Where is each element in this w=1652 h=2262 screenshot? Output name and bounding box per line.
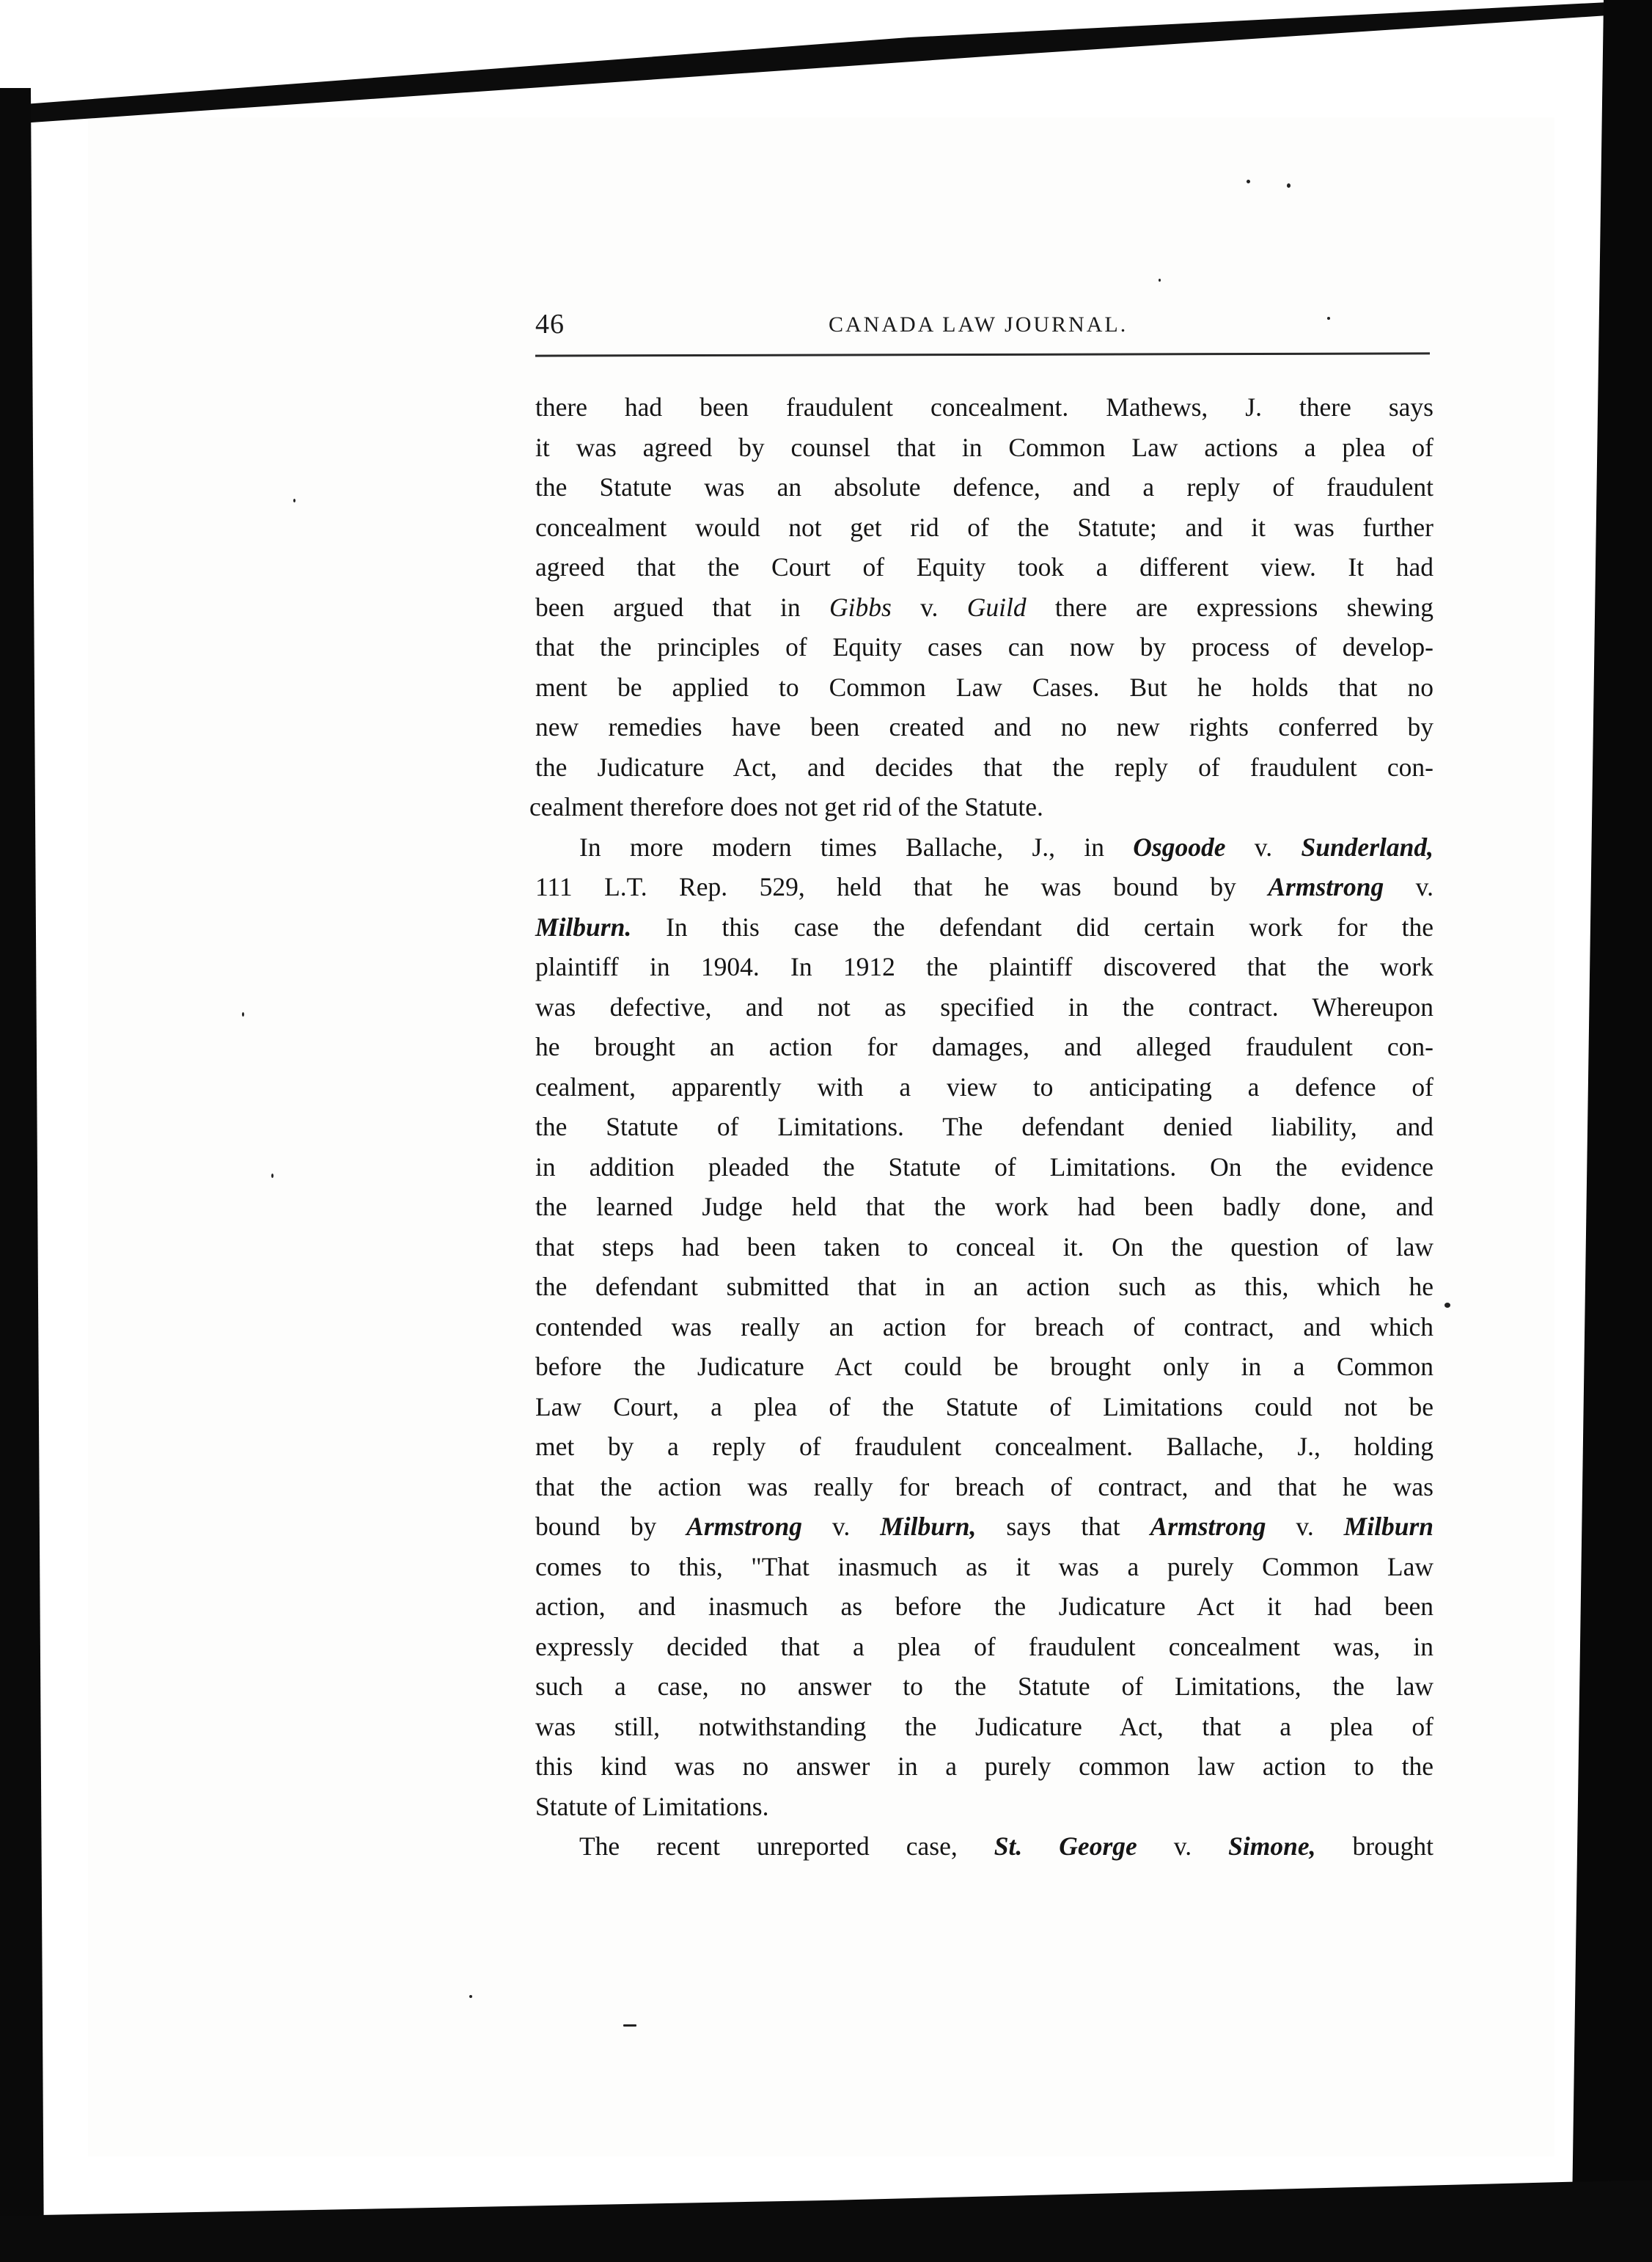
text-line: cealment, apparently with a view to anticipating a defence of [535,1072,1433,1102]
text-run: The recent unreported case, [579,1831,994,1861]
case-name: Milburn [1343,1512,1433,1541]
case-name: St. George [994,1831,1137,1861]
case-name: Sunderland, [1301,832,1433,862]
text-run: says that [976,1512,1150,1541]
text-run: v. [1384,872,1433,901]
page-header [535,308,1430,352]
text-line: there had been fraudulent concealment. Mathews, J. there says [535,392,1433,422]
text-line: it was agreed by counsel that in Common Law actions a plea of [535,432,1433,462]
text-line: that the action was really for breach of contract, and that he was [535,1471,1433,1501]
scan-speck [242,1012,244,1017]
text-run: v. [801,1512,881,1541]
text-line [535,827,1433,868]
running-title: CANADA LAW JOURNAL. [829,312,1128,337]
text-line [535,1507,1433,1547]
text-line: was still, notwithstanding the Judicature Act, that a plea of [535,1711,1433,1741]
text-line: the defendant submitted that in an action such as this, which he [535,1272,1433,1301]
text-line: action, and inasmuch as before the Judicature Act it had been [535,1592,1433,1621]
text-line: met by a reply of fraudulent concealment. Ballache, J., holding [535,1432,1433,1461]
text-line [535,1826,1433,1867]
scan-speck [293,499,295,502]
text-line: cealment therefore does not get rid of the Statute. [529,792,1043,821]
text-run: v. [1137,1831,1229,1861]
scan-speck [469,1995,472,1998]
scan-speck [271,1174,274,1178]
text-run: v. [1266,1512,1344,1541]
text-run: been argued that in [535,592,829,622]
text-line: plaintiff in 1904. In 1912 the plaintiff discovered that the work [535,952,1433,981]
text-line: was defective, and not as specified in the contract. Whereupon [535,992,1433,1022]
text-line: comes to this, "That inasmuch as it was a purely Common Law [535,1551,1433,1581]
text-line [535,867,1433,907]
text-line: new remedies have been created and no new rights conferred by [535,712,1433,742]
text-line: contended was really an action for breach of contract, and which [535,1311,1433,1342]
scan-speck [1159,279,1161,282]
text-run: there are expressions shewing [1026,592,1433,622]
text-line: the Statute was an absolute defence, and a reply of fraudulent [535,472,1433,502]
scan-speck [1247,180,1250,183]
text-line: the learned Judge held that the work had been badly done, and [535,1192,1433,1221]
text-line: agreed that the Court of Equity took a different view. It had [535,552,1433,582]
text-run: In this case the defendant did certain work for the [631,912,1433,942]
text-line: that the principles of Equity cases can now by process of develop- [535,632,1433,662]
text-line: before the Judicature Act could be brought only in a Common [535,1352,1433,1381]
text-line: Law Court, a plea of the Statute of Limitations could not be [535,1391,1433,1421]
text-line: ment be applied to Common Law Cases. But he holds that no [535,672,1433,702]
case-name: Guild [966,592,1027,622]
case-name: Armstrong [1268,872,1384,901]
case-name: Milburn, [880,1512,977,1541]
text-line: expressly decided that a plea of fraudulent concealment was, in [535,1631,1433,1661]
case-name: Osgoode [1133,832,1226,862]
scanner-border-bottom [0,2159,1652,2262]
text-run: v. [1225,832,1302,862]
text-line: this kind was no answer in a purely common law action to the [535,1752,1433,1781]
case-name: Simone, [1228,1831,1316,1861]
text-line: that steps had been taken to conceal it. On the question of law [535,1231,1433,1262]
text-line: the Judicature Act, and decides that the reply of fraudulent con- [535,752,1433,782]
case-name: Armstrong [686,1512,802,1541]
text-line: the Statute of Limitations. The defendant denied liability, and [535,1112,1433,1141]
text-line: such a case, no answer to the Statute of Limitations, the law [535,1672,1433,1701]
text-run: 111 L.T. Rep. 529, held that he was bound by [535,872,1269,901]
scan-speck [1444,1303,1450,1308]
case-name: Milburn. [535,912,632,942]
case-name: Gibbs [829,592,892,622]
text-run: v. [891,592,967,622]
body-text [529,387,1433,1867]
text-line: concealment would not get rid of the Statute; and it was further [535,512,1433,542]
scan-speck [1287,183,1291,188]
case-name: Armstrong [1150,1512,1266,1541]
text-line: in addition pleaded the Statute of Limitations. On the evidence [535,1152,1433,1182]
text-run: bound by [535,1512,687,1541]
text-line [535,907,1433,948]
text-run: brought [1315,1831,1433,1861]
scanner-border-right [1571,0,1652,2262]
scanner-border-top [0,0,1652,125]
scan-speck [623,2024,636,2027]
scan-speck [1327,317,1330,320]
text-line: Statute of Limitations. [535,1791,769,1821]
text-line [535,588,1433,628]
text-line: he brought an action for damages, and alleged fraudulent con- [535,1032,1433,1061]
text-run: In more modern times Ballache, J., in [579,832,1134,862]
page-number: 46 [535,309,565,340]
scanner-border-left [0,88,44,2262]
